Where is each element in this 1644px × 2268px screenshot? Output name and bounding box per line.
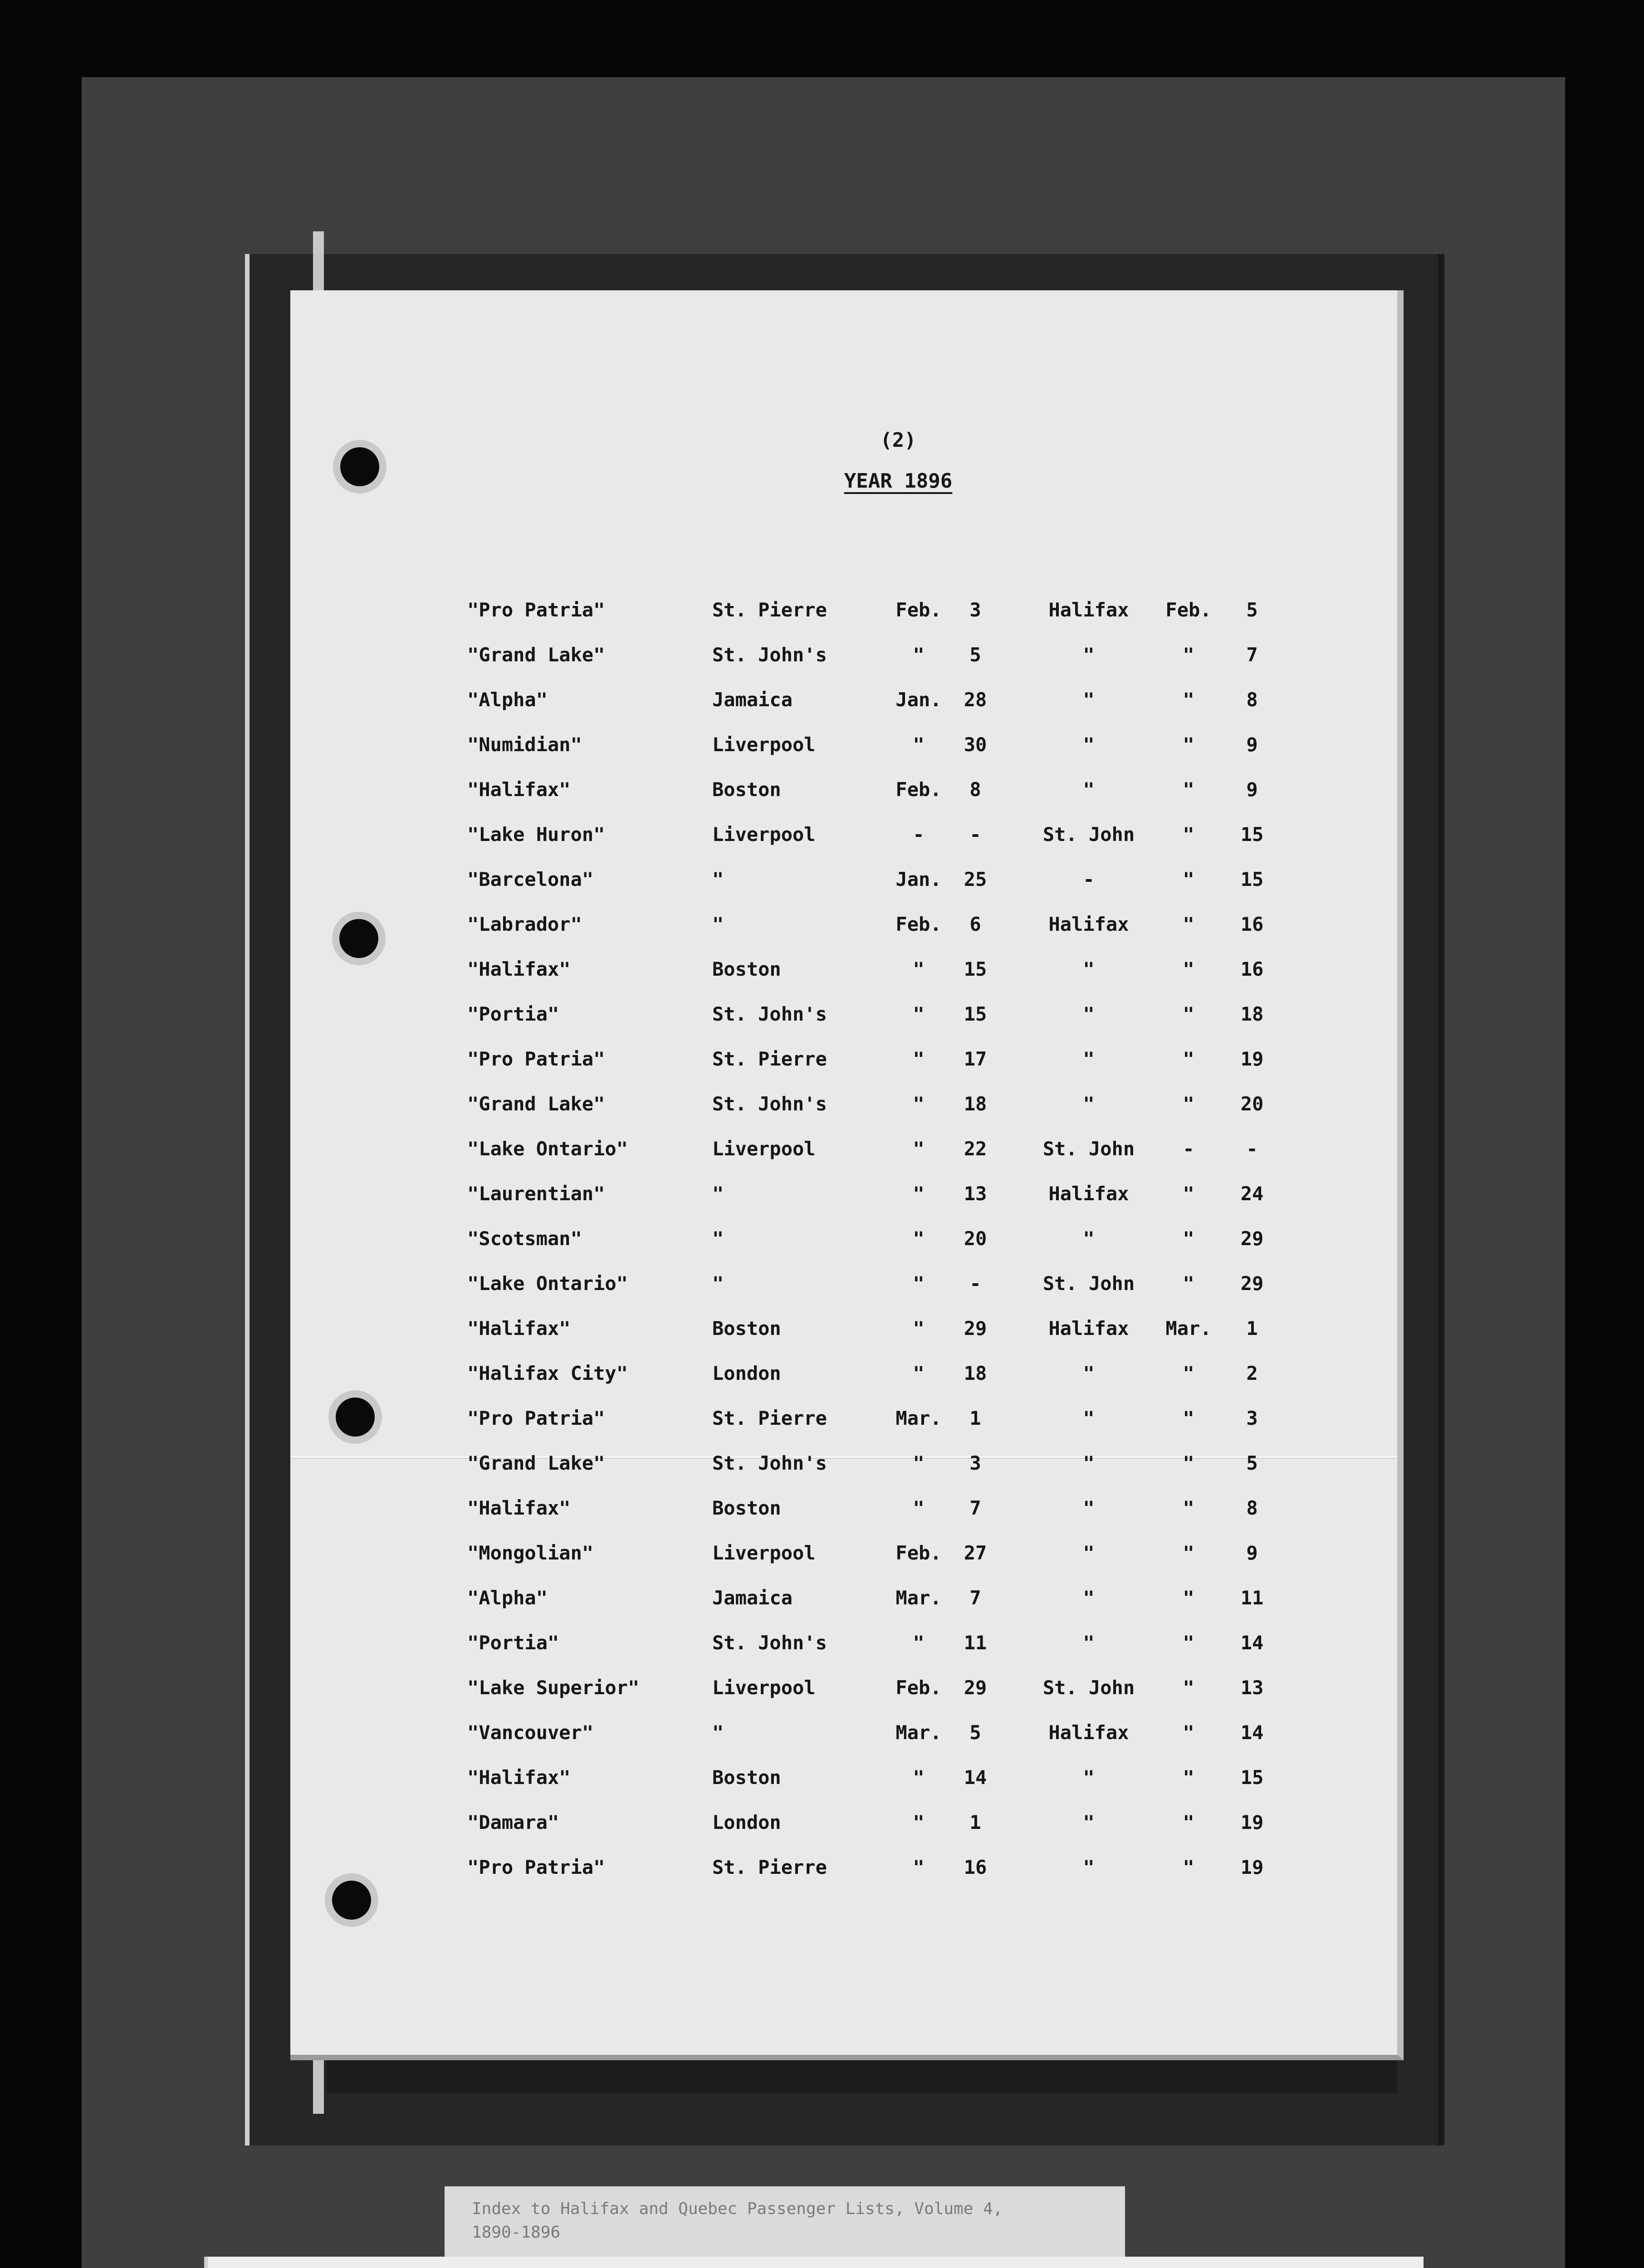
arrival-day: 18 [1240, 1003, 1264, 1025]
arrival-port: " [1083, 1856, 1095, 1878]
table-row [290, 1362, 1397, 1407]
ship-name: "Pro Patria" [467, 1048, 605, 1070]
departure-day: - [969, 1272, 981, 1295]
ship-name: "Grand Lake" [467, 644, 605, 666]
arrival-month: - [1183, 1138, 1194, 1160]
table-row [290, 1272, 1397, 1317]
departure-port: Liverpool [712, 733, 816, 756]
arrival-day: 9 [1246, 1542, 1258, 1564]
arrival-month: " [1183, 1497, 1194, 1519]
arrival-port: " [1083, 1452, 1095, 1474]
departure-port: " [712, 1227, 724, 1250]
arrival-day: 9 [1246, 733, 1258, 756]
arrival-port: Halifax [1048, 913, 1129, 935]
arrival-day: 24 [1240, 1183, 1264, 1205]
ship-name: "Lake Huron" [467, 823, 605, 846]
departure-month: Mar. [895, 1721, 942, 1744]
departure-month: " [913, 1093, 925, 1115]
departure-day: 16 [964, 1856, 987, 1878]
arrival-port: " [1083, 733, 1095, 756]
arrival-day: 5 [1246, 1452, 1258, 1474]
index-label [445, 2186, 1125, 2268]
arrival-port: " [1083, 1227, 1095, 1250]
arrival-month: " [1183, 1811, 1194, 1833]
ship-name: "Barcelona" [467, 868, 594, 890]
departure-port: St. John's [712, 1093, 827, 1115]
punch-hole-1 [333, 440, 387, 494]
ship-name: "Lake Ontario" [467, 1272, 628, 1295]
departure-day: 25 [964, 868, 987, 890]
arrival-day: 14 [1240, 1632, 1264, 1654]
arrival-port: " [1083, 1048, 1095, 1070]
ship-name: "Alpha" [467, 1587, 548, 1609]
departure-day: 7 [969, 1587, 981, 1609]
table-row [290, 733, 1397, 778]
departure-port: Liverpool [712, 823, 816, 846]
year-heading: YEAR 1896 [844, 469, 953, 493]
table-row [290, 913, 1397, 958]
departure-day: 13 [964, 1183, 987, 1205]
ship-name: "Pro Patria" [467, 1856, 605, 1878]
arrival-month: " [1183, 1452, 1194, 1474]
departure-month: " [913, 1048, 925, 1070]
table-row [290, 1227, 1397, 1272]
passenger-list-table [290, 599, 1397, 1901]
arrival-port: " [1083, 1093, 1095, 1115]
table-row [290, 1632, 1397, 1677]
table-row [290, 599, 1397, 644]
departure-day: 20 [964, 1227, 987, 1250]
arrival-day: 5 [1246, 599, 1258, 621]
departure-port: " [712, 868, 724, 890]
arrival-day: 29 [1240, 1272, 1264, 1295]
arrival-day: 16 [1240, 958, 1264, 980]
arrival-port: " [1083, 1811, 1095, 1833]
ship-name: "Halifax" [467, 1766, 571, 1789]
departure-month: " [913, 1766, 925, 1789]
ship-name: "Grand Lake" [467, 1093, 605, 1115]
table-row [290, 1587, 1397, 1632]
departure-month: " [913, 644, 925, 666]
departure-month: " [913, 1227, 925, 1250]
departure-port: St. John's [712, 1632, 827, 1654]
arrival-day: 14 [1240, 1721, 1264, 1744]
table-row [290, 1811, 1397, 1856]
arrival-day: 8 [1246, 1497, 1258, 1519]
arrival-day: 19 [1240, 1811, 1264, 1833]
arrival-day: 13 [1240, 1677, 1264, 1699]
departure-month: Feb. [895, 913, 942, 935]
arrival-month: " [1183, 1542, 1194, 1564]
ship-name: "Halifax" [467, 1317, 571, 1339]
ship-name: "Pro Patria" [467, 1407, 605, 1429]
departure-month: " [913, 1138, 925, 1160]
page-number: (2) [880, 429, 916, 452]
arrival-month: " [1183, 1677, 1194, 1699]
ship-name: "Halifax City" [467, 1362, 628, 1384]
departure-day: 5 [969, 1721, 981, 1744]
ship-name: "Lake Superior" [467, 1677, 640, 1699]
table-row [290, 1138, 1397, 1183]
arrival-day: - [1246, 1138, 1258, 1160]
table-row [290, 958, 1397, 1003]
departure-month: " [913, 1362, 925, 1384]
arrival-day: 9 [1246, 778, 1258, 801]
departure-month: " [913, 1272, 925, 1295]
departure-month: " [913, 733, 925, 756]
table-row [290, 823, 1397, 868]
departure-port: London [712, 1362, 781, 1384]
departure-day: 28 [964, 689, 987, 711]
table-row [290, 1183, 1397, 1227]
departure-month: " [913, 1856, 925, 1878]
ship-name: "Lake Ontario" [467, 1138, 628, 1160]
arrival-day: 2 [1246, 1362, 1258, 1384]
arrival-port: " [1083, 1766, 1095, 1789]
arrival-port: Halifax [1048, 1183, 1129, 1205]
arrival-month: Mar. [1165, 1317, 1212, 1339]
departure-port: Liverpool [712, 1542, 816, 1564]
document-page [290, 290, 1404, 2060]
table-row [290, 1317, 1397, 1362]
departure-port: " [712, 1721, 724, 1744]
departure-port: " [712, 1272, 724, 1295]
arrival-port: " [1083, 1542, 1095, 1564]
arrival-month: Feb. [1165, 599, 1212, 621]
arrival-month: " [1183, 1003, 1194, 1025]
table-row [290, 1093, 1397, 1138]
departure-port: St. Pierre [712, 1048, 827, 1070]
ship-name: "Labrador" [467, 913, 582, 935]
departure-month: Feb. [895, 599, 942, 621]
departure-day: 29 [964, 1677, 987, 1699]
departure-port: Boston [712, 958, 781, 980]
arrival-port: " [1083, 1632, 1095, 1654]
ship-name: "Halifax" [467, 778, 571, 801]
departure-month: " [913, 1811, 925, 1833]
arrival-month: " [1183, 778, 1194, 801]
table-row [290, 1677, 1397, 1721]
arrival-day: 8 [1246, 689, 1258, 711]
arrival-month: " [1183, 1766, 1194, 1789]
ship-name: "Laurentian" [467, 1183, 605, 1205]
departure-month: " [913, 1003, 925, 1025]
arrival-port: St. John [1042, 1272, 1135, 1295]
arrival-month: " [1183, 1632, 1194, 1654]
departure-day: 22 [964, 1138, 987, 1160]
table-row [290, 689, 1397, 733]
arrival-month: " [1183, 913, 1194, 935]
arrival-day: 15 [1240, 868, 1264, 890]
arrival-month: " [1183, 733, 1194, 756]
departure-day: - [969, 823, 981, 846]
departure-day: 3 [969, 599, 981, 621]
arrival-month: " [1183, 1721, 1194, 1744]
departure-port: Liverpool [712, 1677, 816, 1699]
arrival-port: Halifax [1048, 599, 1129, 621]
arrival-day: 15 [1240, 823, 1264, 846]
table-row [290, 1721, 1397, 1766]
arrival-port: " [1083, 1587, 1095, 1609]
arrival-month: " [1183, 689, 1194, 711]
departure-port: Boston [712, 1497, 781, 1519]
departure-month: Mar. [895, 1407, 942, 1429]
arrival-port: St. John [1042, 1138, 1135, 1160]
departure-day: 7 [969, 1497, 981, 1519]
departure-port: St. Pierre [712, 1407, 827, 1429]
ship-name: "Halifax" [467, 958, 571, 980]
arrival-month: " [1183, 868, 1194, 890]
departure-day: 30 [964, 733, 987, 756]
departure-month: " [913, 1497, 925, 1519]
arrival-port: Halifax [1048, 1721, 1129, 1744]
arrival-port: " [1083, 1497, 1095, 1519]
ship-name: "Alpha" [467, 689, 548, 711]
arrival-month: " [1183, 644, 1194, 666]
departure-port: St. John's [712, 1452, 827, 1474]
ship-name: "Scotsman" [467, 1227, 582, 1250]
arrival-month: " [1183, 1856, 1194, 1878]
departure-port: Boston [712, 778, 781, 801]
departure-day: 1 [969, 1407, 981, 1429]
ship-name: "Grand Lake" [467, 1452, 605, 1474]
departure-month: " [913, 1452, 925, 1474]
departure-day: 1 [969, 1811, 981, 1833]
arrival-month: " [1183, 1272, 1194, 1295]
departure-port: St. John's [712, 644, 827, 666]
arrival-day: 11 [1240, 1587, 1264, 1609]
arrival-day: 20 [1240, 1093, 1264, 1115]
departure-month: Feb. [895, 778, 942, 801]
departure-port: Jamaica [712, 689, 793, 711]
departure-month: Jan. [895, 868, 942, 890]
departure-month: - [913, 823, 925, 846]
table-row [290, 1407, 1397, 1452]
arrival-month: " [1183, 1362, 1194, 1384]
arrival-port: " [1083, 778, 1095, 801]
arrival-day: 7 [1246, 644, 1258, 666]
arrival-port: " [1083, 689, 1095, 711]
arrival-day: 19 [1240, 1048, 1264, 1070]
departure-day: 11 [964, 1632, 987, 1654]
arrival-day: 29 [1240, 1227, 1264, 1250]
arrival-month: " [1183, 1407, 1194, 1429]
departure-day: 15 [964, 1003, 987, 1025]
arrival-month: " [1183, 1048, 1194, 1070]
departure-port: St. Pierre [712, 599, 827, 621]
departure-month: Feb. [895, 1542, 942, 1564]
table-row [290, 868, 1397, 913]
arrival-month: " [1183, 1093, 1194, 1115]
departure-day: 3 [969, 1452, 981, 1474]
table-row [290, 1856, 1397, 1901]
arrival-port: " [1083, 644, 1095, 666]
departure-port: London [712, 1811, 781, 1833]
index-label-line-1: Index to Halifax and Quebec Passenger Lists, Volume 4, [472, 2200, 1003, 2218]
departure-port: " [712, 1183, 724, 1205]
ship-name: "Portia" [467, 1003, 559, 1025]
arrival-month: " [1183, 958, 1194, 980]
arrival-port: St. John [1042, 823, 1135, 846]
table-row [290, 1452, 1397, 1497]
departure-day: 18 [964, 1093, 987, 1115]
table-row [290, 1048, 1397, 1093]
departure-port: St. Pierre [712, 1856, 827, 1878]
arrival-port: " [1083, 1003, 1095, 1025]
departure-port: Boston [712, 1766, 781, 1789]
arrival-month: " [1183, 823, 1194, 846]
departure-month: " [913, 1317, 925, 1339]
departure-month: Jan. [895, 689, 942, 711]
departure-month: " [913, 1183, 925, 1205]
arrival-port: Halifax [1048, 1317, 1129, 1339]
departure-day: 17 [964, 1048, 987, 1070]
departure-port: Boston [712, 1317, 781, 1339]
departure-month: Feb. [895, 1677, 942, 1699]
arrival-day: 3 [1246, 1407, 1258, 1429]
ship-name: "Vancouver" [467, 1721, 594, 1744]
ship-name: "Numidian" [467, 733, 582, 756]
departure-day: 18 [964, 1362, 987, 1384]
departure-port: St. John's [712, 1003, 827, 1025]
departure-month: " [913, 958, 925, 980]
table-row [290, 1497, 1397, 1542]
ship-name: "Damara" [467, 1811, 559, 1833]
arrival-day: 15 [1240, 1766, 1264, 1789]
departure-day: 15 [964, 958, 987, 980]
departure-port: Jamaica [712, 1587, 793, 1609]
arrival-port: " [1083, 1362, 1095, 1384]
arrival-month: " [1183, 1183, 1194, 1205]
arrival-day: 19 [1240, 1856, 1264, 1878]
table-row [290, 1542, 1397, 1587]
arrival-month: " [1183, 1587, 1194, 1609]
departure-day: 6 [969, 913, 981, 935]
departure-port: Liverpool [712, 1138, 816, 1160]
ship-name: "Mongolian" [467, 1542, 594, 1564]
ship-name: "Portia" [467, 1632, 559, 1654]
arrival-port: St. John [1042, 1677, 1135, 1699]
arrival-port: " [1083, 1407, 1095, 1429]
archive-card [204, 2257, 1424, 2268]
table-row [290, 1766, 1397, 1811]
departure-day: 29 [964, 1317, 987, 1339]
arrival-day: 1 [1246, 1317, 1258, 1339]
arrival-day: 16 [1240, 913, 1264, 935]
ship-name: "Halifax" [467, 1497, 571, 1519]
index-label-line-2: 1890-1896 [472, 2223, 561, 2242]
arrival-month: " [1183, 1227, 1194, 1250]
table-row [290, 778, 1397, 823]
arrival-port: - [1083, 868, 1095, 890]
table-row [290, 644, 1397, 689]
table-row [290, 1003, 1397, 1048]
departure-day: 14 [964, 1766, 987, 1789]
departure-month: " [913, 1632, 925, 1654]
arrival-port: " [1083, 958, 1095, 980]
departure-day: 5 [969, 644, 981, 666]
departure-day: 27 [964, 1542, 987, 1564]
departure-port: " [712, 913, 724, 935]
departure-day: 8 [969, 778, 981, 801]
departure-month: Mar. [895, 1587, 942, 1609]
ship-name: "Pro Patria" [467, 599, 605, 621]
